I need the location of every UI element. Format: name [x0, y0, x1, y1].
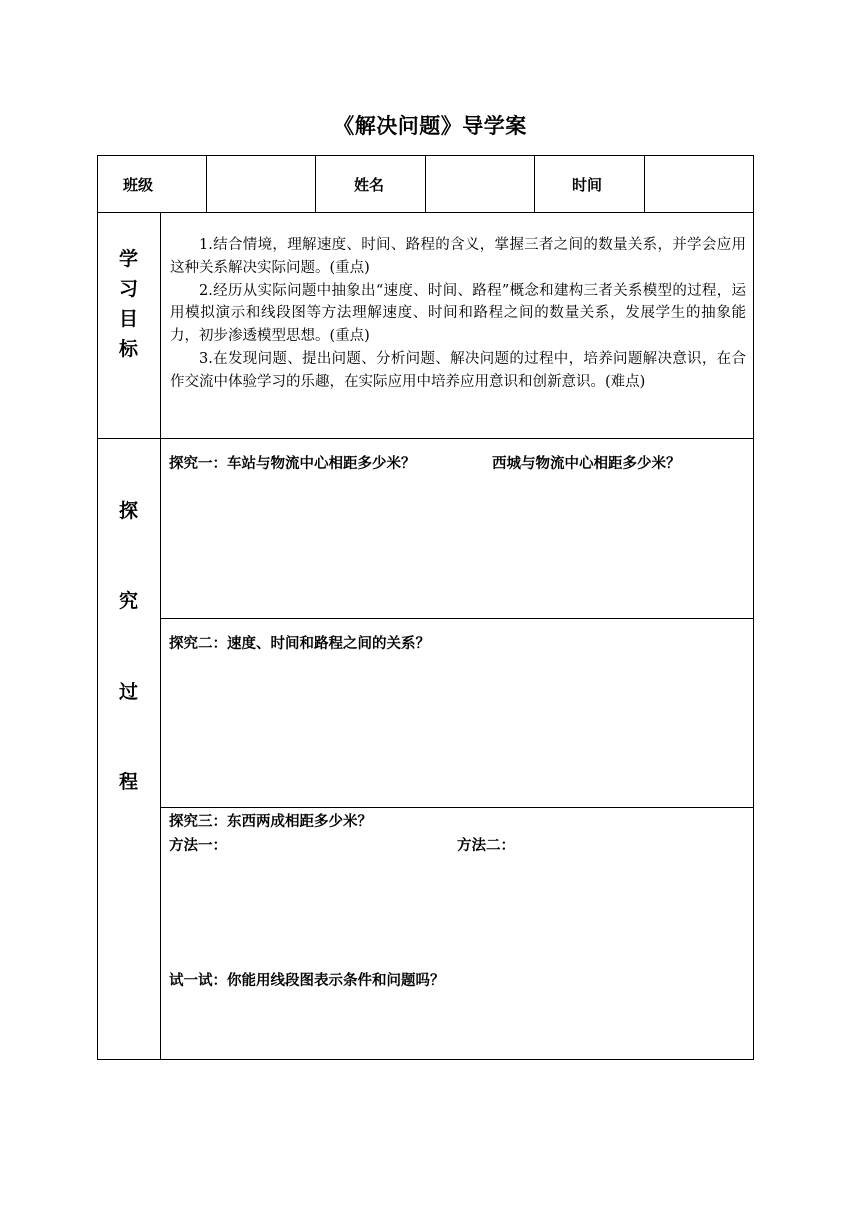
time-label: 时间 — [572, 176, 603, 194]
process-side-char-1: 探 — [119, 500, 139, 522]
name-field[interactable] — [426, 156, 533, 211]
explore1-question-b: 西城与物流中心相距多少米？ — [492, 456, 681, 472]
header-row-bottom-border — [97, 212, 754, 213]
goals-side-char-4: 标 — [119, 338, 139, 360]
goals-side-char-1: 学 — [119, 248, 139, 270]
table-bottom-border — [97, 1059, 754, 1060]
page-title: 《解决问题》导学案 — [333, 114, 527, 138]
goal-item-2: 2.经历从实际问题中抽象出“速度、时间、路程”概念和建构三者关系模型的过程，运用模拟演示和线段图等方法理解速度、时间和路程之间的数量关系，发展学生的抽象能力，初步渗透模型思想。(重点) — [170, 282, 746, 345]
goals-side-char-3: 目 — [119, 308, 139, 330]
explore1-question-a: 探究一：车站与物流中心相距多少米？ — [169, 456, 416, 472]
explore2-bottom-border — [160, 807, 754, 808]
goals-row-bottom-border — [97, 438, 754, 439]
table-right-border — [753, 155, 754, 1060]
time-field[interactable] — [645, 156, 752, 211]
table-left-border — [97, 155, 98, 1060]
explore1-bottom-border — [160, 618, 754, 619]
class-label: 班级 — [123, 176, 154, 194]
method2-label: 方法二： — [457, 838, 515, 854]
goal-item-1: 1.结合情境，理解速度、时间、路程的含义，掌握三者之间的数量关系，并学会应用这种关系解决实际问题。(重点) — [170, 237, 746, 276]
goals-side-char-2: 习 — [119, 278, 139, 300]
learning-goals — [170, 234, 746, 394]
method1-label: 方法一： — [169, 838, 227, 854]
goal-item-3: 3.在发现问题、提出问题、分析问题、解决问题的过程中，培养问题解决意识，在合作交流中体验学习的乐趣，在实际应用中培养应用意识和创新意识。(难点) — [170, 350, 746, 390]
explore3-question: 探究三：东西两成相距多少米？ — [169, 814, 372, 830]
explore2-question: 探究二：速度、时间和路程之间的关系？ — [169, 636, 430, 652]
process-side-char-2: 究 — [119, 590, 139, 612]
side-column-border — [160, 212, 161, 1060]
header-divider-4 — [534, 155, 535, 212]
process-side-char-4: 程 — [119, 771, 139, 793]
class-field[interactable] — [207, 156, 314, 211]
process-side-char-3: 过 — [119, 681, 139, 703]
header-divider-2 — [315, 155, 316, 212]
name-label: 姓名 — [354, 176, 385, 194]
try-question: 试一试：你能用线段图表示条件和问题吗？ — [169, 973, 445, 989]
